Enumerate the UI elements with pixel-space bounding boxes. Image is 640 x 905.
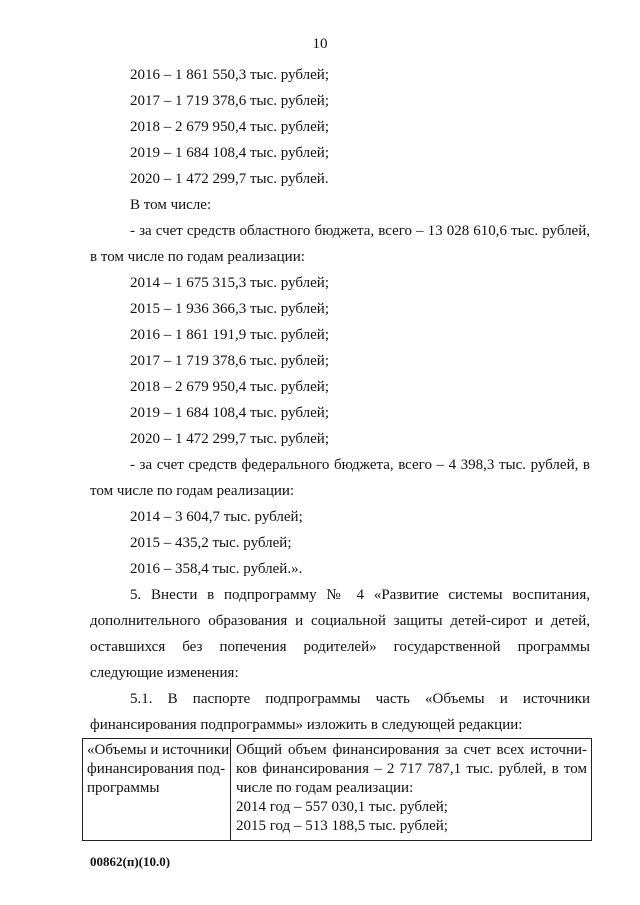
text-line: 2018 – 2 679 950,4 тыс. рублей; bbox=[130, 379, 329, 395]
text-line: 2016 – 1 861 550,3 тыс. рублей; bbox=[130, 67, 329, 83]
table-cell-value bbox=[231, 739, 591, 840]
table-cell-line: Общий объем финансирования за счет всех источни- bbox=[236, 742, 587, 758]
text-line: 5. Внести в подпрограмму № 4 «Развитие системы воспитания, bbox=[130, 587, 590, 603]
text-line: финансирования подпрограммы» изложить в следующей редакции: bbox=[90, 717, 523, 733]
text-line: том числе по годам реализации: bbox=[90, 483, 295, 499]
text-line: 2015 – 1 936 366,3 тыс. рублей; bbox=[130, 301, 329, 317]
text-line: 5.1. В паспорте подпрограммы часть «Объемы и источники bbox=[130, 691, 590, 707]
text-line: 2020 – 1 472 299,7 тыс. рублей; bbox=[130, 431, 329, 447]
text-line: 2019 – 1 684 108,4 тыс. рублей; bbox=[130, 145, 329, 161]
text-line: дополнительного образования и социальной защиты детей-сирот и детей, bbox=[90, 613, 590, 629]
text-line: 2015 – 435,2 тыс. рублей; bbox=[130, 535, 292, 551]
table-cell-line: программы bbox=[87, 780, 160, 796]
table-cell-line: финансирования под- bbox=[87, 761, 226, 777]
table-cell-label bbox=[83, 739, 231, 840]
text-line: 2016 – 1 861 191,9 тыс. рублей; bbox=[130, 327, 329, 343]
text-line: 2018 – 2 679 950,4 тыс. рублей; bbox=[130, 119, 329, 135]
text-line: 2020 – 1 472 299,7 тыс. рублей. bbox=[130, 171, 329, 187]
page-number: 10 bbox=[312, 36, 328, 52]
table-cell-line: ков финансирования – 2 717 787,1 тыс. рублей, в том bbox=[236, 761, 587, 777]
text-line: 2014 – 3 604,7 тыс. рублей; bbox=[130, 509, 303, 525]
text-line: следующие изменения: bbox=[90, 665, 239, 681]
table-cell-line: «Объемы и источники bbox=[87, 742, 230, 758]
funding-table bbox=[82, 738, 592, 841]
text-line: - за счет средств областного бюджета, всего – 13 028 610,6 тыс. рублей, bbox=[130, 223, 590, 239]
table-cell-line: числе по годам реализации: bbox=[236, 780, 414, 796]
document-body bbox=[90, 62, 590, 738]
document-code: 00862(п)(10.0) bbox=[90, 854, 171, 869]
table-cell-line: 2015 год – 513 188,5 тыс. рублей; bbox=[236, 818, 448, 834]
text-line: оставшихся без попечения родителей» государственной программы bbox=[90, 639, 590, 655]
table-cell-line: 2014 год – 557 030,1 тыс. рублей; bbox=[236, 799, 448, 815]
text-line: 2014 – 1 675 315,3 тыс. рублей; bbox=[130, 275, 329, 291]
text-line: 2017 – 1 719 378,6 тыс. рублей; bbox=[130, 353, 329, 369]
text-line: 2017 – 1 719 378,6 тыс. рублей; bbox=[130, 93, 329, 109]
text-line: в том числе по годам реализации: bbox=[90, 249, 305, 265]
text-line: 2016 – 358,4 тыс. рублей.». bbox=[130, 561, 303, 577]
text-line: - за счет средств федерального бюджета, всего – 4 398,3 тыс. рублей, в bbox=[130, 457, 590, 473]
text-line: 2019 – 1 684 108,4 тыс. рублей; bbox=[130, 405, 329, 421]
text-line: В том числе: bbox=[130, 197, 212, 213]
